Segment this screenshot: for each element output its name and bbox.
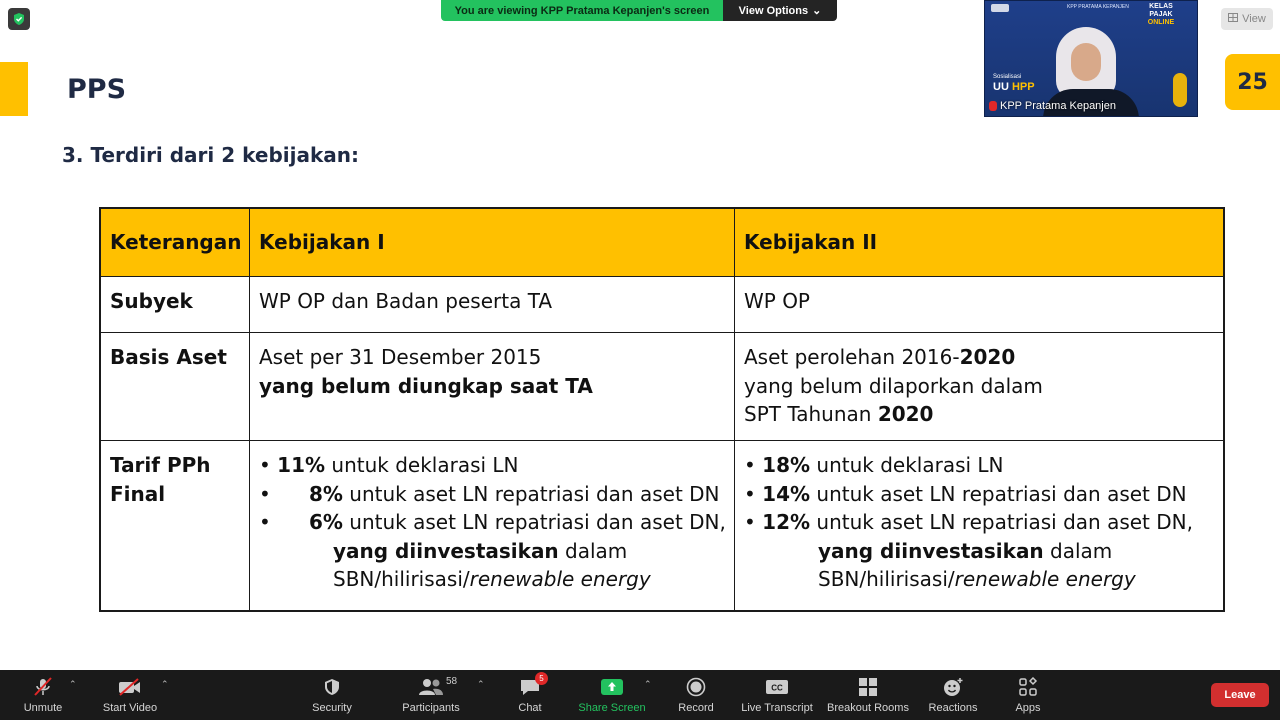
basis-k2-line3 [744, 400, 1214, 429]
sbn-text: SBN/hilirisasi/ [818, 567, 955, 591]
tarif-label-line1: Tarif PPh [110, 453, 211, 477]
security-shield-icon[interactable] [8, 8, 30, 30]
participant-name-tag [989, 100, 1116, 112]
tarif-label [101, 441, 250, 612]
bullet: • [744, 510, 756, 534]
unmute-button[interactable] [18, 670, 68, 720]
basis-k2-line1-text: Aset perolehan 2016- [744, 345, 960, 369]
participants-count: 58 [446, 676, 458, 687]
tarif-label-line2: Final [110, 481, 166, 506]
record-button[interactable] [674, 670, 718, 720]
basis-k2-line2: yang belum dilaporkan dalam [744, 373, 1043, 398]
header-kebijakan-1: Kebijakan I [250, 209, 735, 276]
basis-k1-line2: yang belum diungkap saat TA [259, 373, 593, 398]
apps-icon [1018, 677, 1038, 697]
grid-icon [1228, 13, 1238, 25]
table-header-row [101, 209, 1223, 277]
list-item [259, 480, 725, 509]
invest-bold: yang diinvestasikan [333, 538, 559, 563]
mic-muted-icon [32, 677, 54, 697]
subyek-kebijakan-1: WP OP dan Badan peserta TA [250, 277, 735, 332]
cc-text: CC [771, 683, 783, 693]
breakout-rooms-button[interactable] [825, 670, 911, 720]
djp-logo [991, 4, 1009, 12]
rate: 12% [762, 510, 811, 534]
uu-text: UU [993, 81, 1012, 93]
basis-k2-line3-text: SPT Tahunan [744, 402, 878, 426]
reactions-label: Reactions [928, 702, 978, 714]
chat-label: Chat [518, 702, 542, 714]
rate: 14% [762, 481, 811, 506]
uu-hpp-text [993, 81, 1035, 93]
breakout-grid-icon [858, 677, 878, 697]
share-screen-button[interactable] [577, 670, 647, 720]
basis-k2-line3-year: 2020 [877, 402, 934, 426]
basis-k1-line1: Aset per 31 Desember 2015 [259, 345, 542, 369]
basis-k2-line1 [744, 343, 1214, 372]
video-options-caret[interactable]: ⌃ [161, 679, 169, 689]
rate-text: untuk aset LN repatriasi dan aset DN, [810, 510, 1193, 534]
rate-text: untuk aset LN repatriasi dan aset DN, [342, 510, 726, 534]
record-icon [686, 677, 706, 697]
invest-line [744, 537, 1214, 566]
muted-mic-icon [989, 101, 997, 111]
sbn-text: SBN/hilirisasi/ [333, 567, 470, 591]
kelas-pajak-logo [1145, 3, 1177, 27]
pajak-text: PAJAK [1149, 11, 1173, 18]
security-label: Security [312, 702, 352, 714]
policy-table [99, 207, 1225, 612]
chat-unread-badge: 5 [535, 672, 548, 685]
online-text: ONLINE [1147, 19, 1175, 26]
unmute-label: Unmute [23, 702, 63, 714]
guitar-graphic [1173, 73, 1187, 107]
bullet: • [744, 481, 756, 506]
view-button-label: View [1242, 13, 1266, 25]
hpp-text: HPP [1011, 81, 1035, 93]
tarif-kebijakan-2 [735, 441, 1223, 612]
tarif-kebijakan-1 [250, 441, 735, 612]
list-item [744, 451, 1214, 480]
video-header-text: KPP PRATAMA KEPANJEN [1067, 4, 1129, 10]
people-icon [418, 677, 444, 697]
slide-left-accent [0, 62, 28, 116]
subyek-label: Subyek [101, 277, 250, 332]
table-row-basis-aset [101, 333, 1223, 441]
list-item [744, 480, 1214, 509]
bullet: • [259, 453, 271, 477]
meeting-toolbar [0, 670, 1280, 720]
share-screen-label: Share Screen [578, 702, 646, 714]
video-off-icon [117, 677, 143, 697]
rate-text: untuk deklarasi LN [325, 453, 519, 477]
renewable-text: renewable energy [469, 567, 651, 591]
start-video-button[interactable] [98, 670, 162, 720]
start-video-label: Start Video [102, 702, 158, 714]
bullet: • [744, 453, 756, 477]
rate-text: untuk aset LN repatriasi dan aset DN [810, 481, 1187, 506]
table-row-subyek [101, 277, 1223, 333]
subyek-kebijakan-2: WP OP [744, 289, 810, 313]
bullet: • [259, 481, 271, 506]
shield-icon [323, 677, 341, 697]
person-face [1071, 43, 1101, 81]
rate-text: untuk aset LN repatriasi dan aset DN [342, 481, 720, 506]
basis-kebijakan-1 [250, 333, 735, 440]
list-item [259, 451, 725, 480]
smiley-icon [942, 677, 964, 697]
kelas-text: KELAS [1149, 3, 1173, 10]
participants-caret[interactable]: ⌃ [477, 679, 485, 689]
cc-icon [765, 677, 789, 697]
bullet: • [259, 510, 271, 534]
basis-kebijakan-2 [735, 333, 1223, 440]
renewable-text: renewable energy [954, 567, 1136, 591]
view-options-label: View Options [738, 4, 809, 17]
chat-button[interactable] [508, 670, 552, 720]
header-keterangan: Keterangan [101, 209, 250, 276]
apps-label: Apps [1015, 702, 1041, 714]
rate: 6% [308, 510, 343, 534]
sosialisasi-text: Sosialisasi [993, 74, 1022, 80]
list-item [744, 508, 1214, 537]
participants-label: Participants [402, 702, 460, 714]
record-label: Record [678, 702, 714, 714]
rate: 8% [308, 481, 343, 506]
invest-line [259, 537, 725, 566]
audio-options-caret[interactable]: ⌃ [69, 679, 77, 689]
invest-rest: dalam [1043, 538, 1113, 563]
view-options-button[interactable] [723, 0, 837, 21]
sbn-line [259, 565, 725, 594]
list-item [259, 508, 725, 537]
screen-share-banner [441, 0, 837, 21]
basis-aset-label: Basis Aset [101, 333, 250, 440]
participant-video[interactable] [984, 0, 1198, 117]
rate: 18% [762, 453, 811, 477]
breakout-rooms-label: Breakout Rooms [827, 702, 909, 714]
security-button[interactable] [307, 670, 357, 720]
view-button[interactable] [1221, 8, 1273, 30]
header-kebijakan-2: Kebijakan II [744, 230, 878, 255]
slide-page-number: 25 [1225, 54, 1280, 110]
slide-subheading: 3. Terdiri dari 2 kebijakan: [62, 143, 360, 167]
invest-bold: yang diinvestasikan [818, 538, 1044, 563]
apps-button[interactable] [1008, 670, 1048, 720]
live-transcript-button[interactable] [739, 670, 815, 720]
reactions-button[interactable] [926, 670, 980, 720]
share-arrow-icon [600, 677, 624, 697]
leave-button[interactable]: Leave [1211, 683, 1269, 707]
slide-title: PPS [67, 74, 127, 105]
rate-text: untuk deklarasi LN [810, 453, 1004, 477]
table-row-tarif [101, 441, 1223, 612]
basis-k2-line1-year: 2020 [959, 345, 1016, 369]
chat-bubble-icon [519, 674, 544, 697]
viewing-message: You are viewing KPP Pratama Kepanjen's screen [441, 0, 723, 21]
rate: 11% [277, 453, 326, 477]
share-options-caret[interactable]: ⌃ [644, 679, 652, 689]
invest-rest: dalam [558, 538, 628, 563]
participant-name: KPP Pratama Kepanjen [1000, 100, 1116, 112]
chevron-down-icon: ⌄ [812, 5, 822, 17]
live-transcript-label: Live Transcript [741, 702, 813, 714]
sbn-line [744, 565, 1214, 594]
